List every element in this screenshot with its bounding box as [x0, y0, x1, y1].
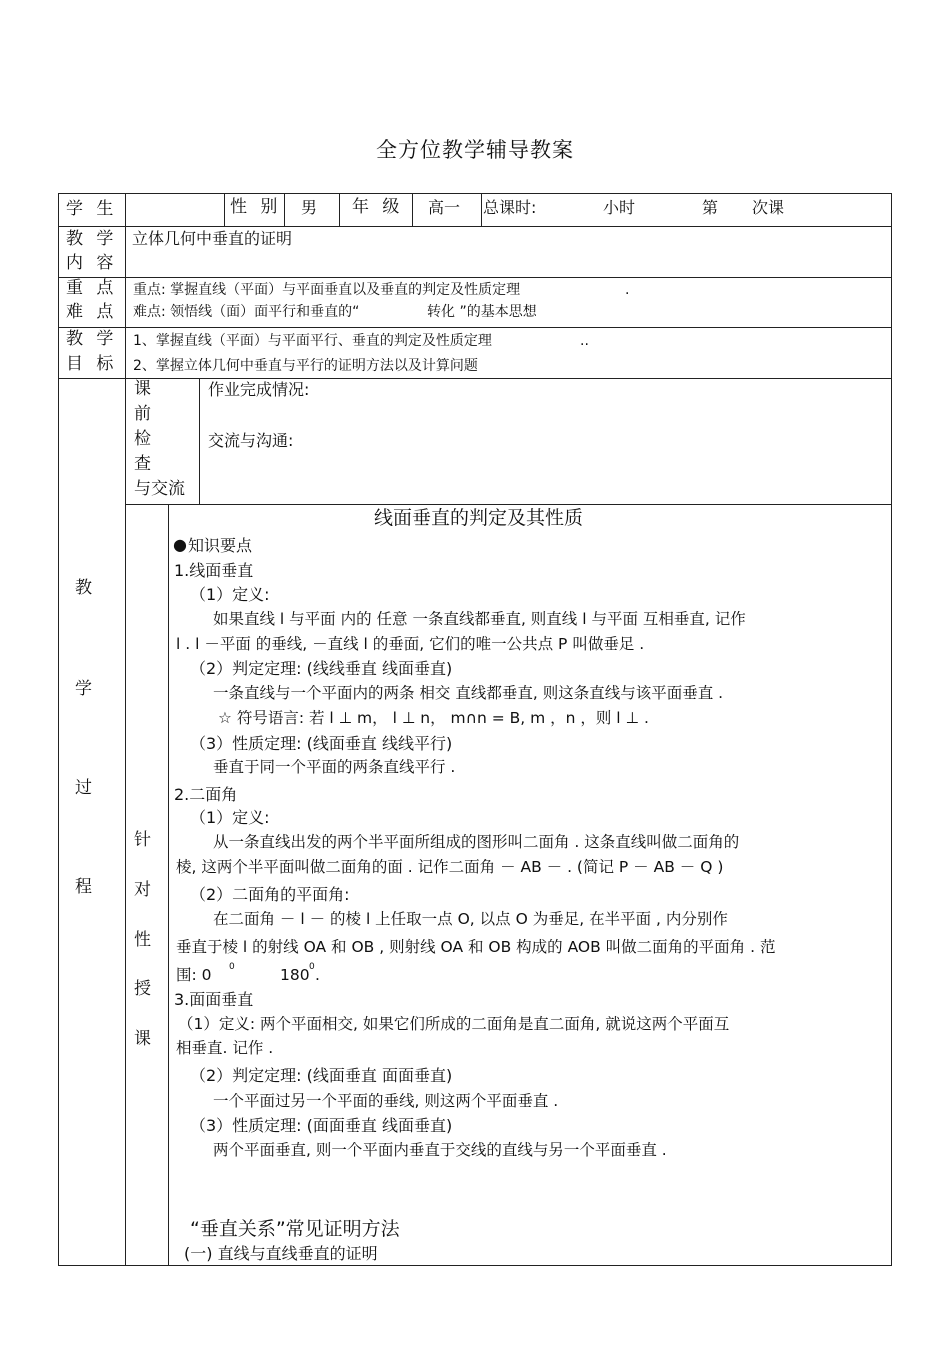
s1-definition-line-1: 如果直线 l 与平面 内的 任意 一条直线都垂直, 则直线 l 与平面 互相垂直, 记作 — [213, 610, 746, 628]
communication: 交流与沟通: — [208, 431, 294, 450]
preclass-label-char: 查 — [134, 454, 151, 474]
page-title: 全方位教学辅导教案 — [376, 138, 574, 162]
key-label-1: 重 点 — [66, 278, 118, 298]
s1-property: （3）性质定理: (线面垂直 线线平行) — [190, 734, 453, 753]
gender-label: 性 别 — [230, 197, 282, 217]
key-label-2: 难 点 — [66, 302, 118, 322]
hours-unit: 小时 — [603, 198, 636, 217]
content-label-1: 教 学 — [66, 229, 118, 249]
student-label: 学 生 — [66, 199, 118, 219]
preclass-label-char: 前 — [134, 404, 151, 424]
grade-value: 高一 — [428, 198, 461, 217]
preclass-label-char: 检 — [134, 429, 151, 449]
process-label-char: 程 — [75, 877, 92, 897]
bullet-icon: ● — [173, 535, 187, 554]
s3-theorem: （2）判定定理: (线面垂直 面面垂直) — [190, 1066, 453, 1085]
targeted-label-char: 性 — [134, 930, 151, 950]
s2-range-end: . — [315, 966, 320, 984]
lesson-suffix: 次课 — [752, 198, 785, 217]
s2-plane-angle-line-2: 垂直于棱 l 的射线 OA 和 OB , 则射线 OA 和 OB 构成的 AOB 叫做二面角的平面角 . 范 — [176, 938, 776, 956]
section-3-title: 3.面面垂直 — [174, 990, 254, 1009]
s2-definition-label: （1）定义: — [190, 808, 270, 827]
s1-theorem: （2）判定定理: (线线垂直 线面垂直) — [190, 659, 453, 678]
goals-label-2: 目 标 — [66, 354, 118, 374]
degree-sup: 0 — [229, 962, 235, 972]
s3-theorem-text: 一个平面过另一个平面的垂线, 则这两个平面垂直 . — [213, 1092, 559, 1110]
s3-definition-line-1: （1）定义: 两个平面相交, 如果它们所成的二面角是直二面角, 就说这两个平面互 — [178, 1015, 730, 1033]
key-point: 重点: 掌握直线（平面）与平面垂直以及垂直的判定及性质定理 — [133, 282, 521, 298]
s2-range-180: 180 — [280, 966, 310, 984]
difficulty-tail: 转化 ”的基本思想 — [427, 304, 537, 320]
s2-range-prefix: 围: 0 — [176, 966, 212, 984]
s1-symbol-language: ☆ 符号语言: 若 l ⊥ m， l ⊥ n， m∩n = B, m ，n ，则 l ⊥ . — [218, 709, 649, 727]
lesson-heading: 线面垂直的判定及其性质 — [374, 507, 584, 529]
difficulty: 难点: 领悟线（面）面平行和垂直的“ — [133, 304, 360, 320]
total-hours-label: 总课时: — [483, 198, 537, 217]
methods-first-item: (一) 直线与直线垂直的证明 — [184, 1244, 378, 1263]
s1-theorem-text: 一条直线与一个平面内的两条 相交 直线都垂直, 则这条直线与该平面垂直 . — [213, 684, 724, 702]
key-point-dot: . — [625, 282, 630, 298]
knowledge-points: 知识要点 — [188, 536, 253, 555]
degree-sup: 0 — [309, 962, 315, 972]
s2-plane-angle-line-1: 在二面角 － l － 的棱 l 上任取一点 O, 以点 O 为垂足, 在半平面 , 内分别作 — [213, 910, 728, 928]
goal-1-dots: .. — [580, 333, 589, 349]
s3-definition-line-2: 相垂直. 记作 . — [176, 1039, 274, 1057]
s2-definition-line-1: 从一条直线出发的两个半平面所组成的图形叫二面角 . 这条直线叫做二面角的 — [213, 833, 740, 851]
targeted-label-char: 对 — [134, 880, 151, 900]
content-value: 立体几何中垂直的证明 — [132, 229, 293, 248]
goals-label-1: 教 学 — [66, 329, 118, 349]
s1-property-text: 垂直于同一个平面的两条直线平行 . — [213, 758, 456, 776]
targeted-label-char: 课 — [134, 1029, 151, 1049]
preclass-label-char: 与交流 — [134, 479, 185, 499]
section-2-title: 2.二面角 — [174, 785, 238, 804]
targeted-label-char: 针 — [134, 830, 151, 850]
homework-status: 作业完成情况: — [208, 380, 310, 399]
preclass-label-char: 课 — [134, 379, 151, 399]
gender-value: 男 — [301, 198, 318, 217]
s3-property: （3）性质定理: (面面垂直 线面垂直) — [190, 1116, 453, 1135]
s1-definition-label: （1）定义: — [190, 585, 270, 604]
goal-2: 2、掌握立体几何中垂直与平行的证明方法以及计算问题 — [133, 358, 478, 374]
s1-definition-line-2: l . l －平面 的垂线, －直线 l 的垂面, 它们的唯一公共点 P 叫做垂足 . — [176, 635, 645, 653]
process-label-char: 过 — [75, 778, 92, 798]
process-label-char: 教 — [75, 578, 92, 598]
process-label-char: 学 — [75, 679, 92, 699]
targeted-label-char: 授 — [134, 979, 151, 999]
grade-label: 年 级 — [352, 197, 404, 217]
content-label-2: 内 容 — [66, 253, 118, 273]
methods-title: “垂直关系”常见证明方法 — [190, 1218, 400, 1240]
section-1-title: 1.线面垂直 — [174, 561, 254, 580]
s2-plane-angle-label: （2）二面角的平面角: — [190, 885, 350, 904]
s3-property-text: 两个平面垂直, 则一个平面内垂直于交线的直线与另一个平面垂直 . — [213, 1141, 667, 1159]
lesson-prefix: 第 — [702, 198, 719, 217]
s2-definition-line-2: 棱, 这两个半平面叫做二面角的面 . 记作二面角 － AB － . (简记 P － AB － Q ) — [176, 858, 724, 876]
goal-1: 1、掌握直线（平面）与平面平行、垂直的判定及性质定理 — [133, 333, 492, 349]
